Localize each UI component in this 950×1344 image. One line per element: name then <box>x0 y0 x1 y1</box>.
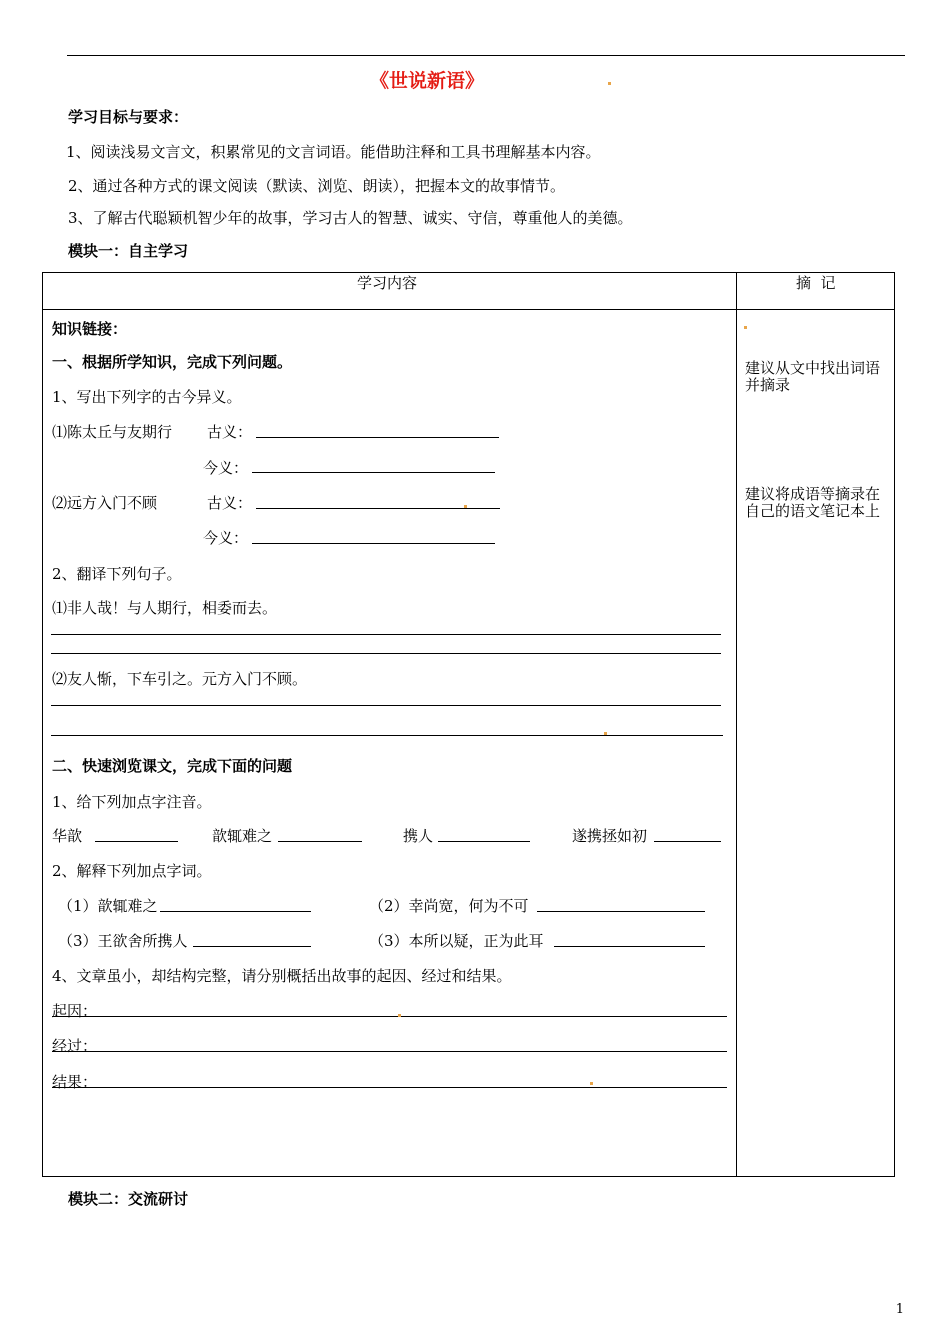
document-title: 《世说新语》 <box>370 70 485 92</box>
answer-line[interactable] <box>256 508 500 509</box>
explain-item: （2）幸尚宽，何为不可 <box>369 897 529 915</box>
answer-line[interactable] <box>654 841 721 842</box>
question-item: ⑴陈太丘与友期行 <box>52 423 173 441</box>
scan-dot <box>604 732 607 735</box>
table-column-divider <box>736 272 737 1177</box>
question-text: 2、解释下列加点字词。 <box>52 862 212 880</box>
col-header-notes: 摘 记 <box>796 274 836 292</box>
question-text: 1、写出下列字的古今异义。 <box>52 388 242 406</box>
goal-item: 2、通过各种方式的课文阅读（默读、浏览、朗读），把握本文的故事情节。 <box>68 177 566 195</box>
answer-line[interactable] <box>193 946 311 947</box>
table-header-divider <box>42 309 895 310</box>
scan-dot <box>744 326 747 329</box>
sentence-item: ⑵友人惭，下车引之。元方入门不顾。 <box>52 670 308 688</box>
section1-heading: 一、根据所学知识，完成下列问题。 <box>52 353 293 371</box>
answer-line[interactable] <box>51 735 723 736</box>
knowledge-link-heading: 知识链接： <box>52 320 128 338</box>
explain-item: （1）歆辄难之 <box>58 897 158 915</box>
ancient-meaning-label: 古义： <box>207 423 253 441</box>
cause-label: 起因： <box>52 1002 98 1020</box>
explain-item: （3）本所以疑，正为此耳 <box>369 932 544 950</box>
goal-item: 3、了解古代聪颖机智少年的故事，学习古人的智慧、诚实、守信，尊重他人的美德。 <box>68 209 633 227</box>
sentence-item: ⑴非人哉！与人期行，相委而去。 <box>52 599 278 617</box>
goals-heading: 学习目标与要求： <box>68 108 189 126</box>
col-header-content: 学习内容 <box>357 274 418 292</box>
note-suggestion-2: 建议将成语等摘录在自己的语文笔记本上 <box>745 485 881 520</box>
module1-heading: 模块一：自主学习 <box>68 242 189 260</box>
study-table <box>42 272 895 1177</box>
goal-item: 1、阅读浅易文言文，积累常见的文言词语。能借助注释和工具书理解基本内容。 <box>66 143 601 161</box>
pinyin-item: 歆辄难之 <box>212 827 273 845</box>
note-suggestion-1: 建议从文中找出词语并摘录 <box>745 359 881 394</box>
answer-line[interactable] <box>278 841 362 842</box>
answer-line[interactable] <box>51 634 721 635</box>
pinyin-item: 遂携拯如初 <box>572 827 648 845</box>
answer-line[interactable] <box>52 1016 727 1017</box>
section2-heading: 二、快速浏览课文，完成下面的问题 <box>52 757 293 775</box>
top-rule <box>67 55 905 56</box>
module2-heading: 模块二：交流研讨 <box>68 1190 189 1208</box>
explain-item: （3）王欲舍所携人 <box>58 932 188 950</box>
answer-line[interactable] <box>160 911 311 912</box>
modern-meaning-label: 今义： <box>203 529 249 547</box>
pinyin-item: 华歆 <box>52 827 83 845</box>
answer-line[interactable] <box>95 841 178 842</box>
question-text: 2、翻译下列句子。 <box>52 565 182 583</box>
question-text: 4、文章虽小，却结构完整，请分别概括出故事的起因、经过和结果。 <box>52 967 512 985</box>
question-text: 1、给下列加点字注音。 <box>52 793 212 811</box>
answer-line[interactable] <box>51 705 721 706</box>
answer-line[interactable] <box>51 653 721 654</box>
answer-line[interactable] <box>52 1051 727 1052</box>
answer-line[interactable] <box>252 543 495 544</box>
scan-dot <box>464 505 467 508</box>
result-label: 结果： <box>52 1073 98 1091</box>
process-label: 经过： <box>52 1037 98 1055</box>
answer-line[interactable] <box>252 472 495 473</box>
ancient-meaning-label: 古义： <box>207 494 253 512</box>
question-item: ⑵远方入门不顾 <box>52 494 158 512</box>
scan-dot <box>608 82 611 85</box>
scan-dot <box>590 1082 593 1085</box>
answer-line[interactable] <box>554 946 705 947</box>
page-number: 1 <box>895 1302 904 1317</box>
answer-line[interactable] <box>438 841 530 842</box>
pinyin-item: 携人 <box>403 827 434 845</box>
scan-dot <box>398 1014 401 1017</box>
answer-line[interactable] <box>537 911 705 912</box>
answer-line[interactable] <box>52 1087 727 1088</box>
modern-meaning-label: 今义： <box>203 459 249 477</box>
answer-line[interactable] <box>256 437 499 438</box>
